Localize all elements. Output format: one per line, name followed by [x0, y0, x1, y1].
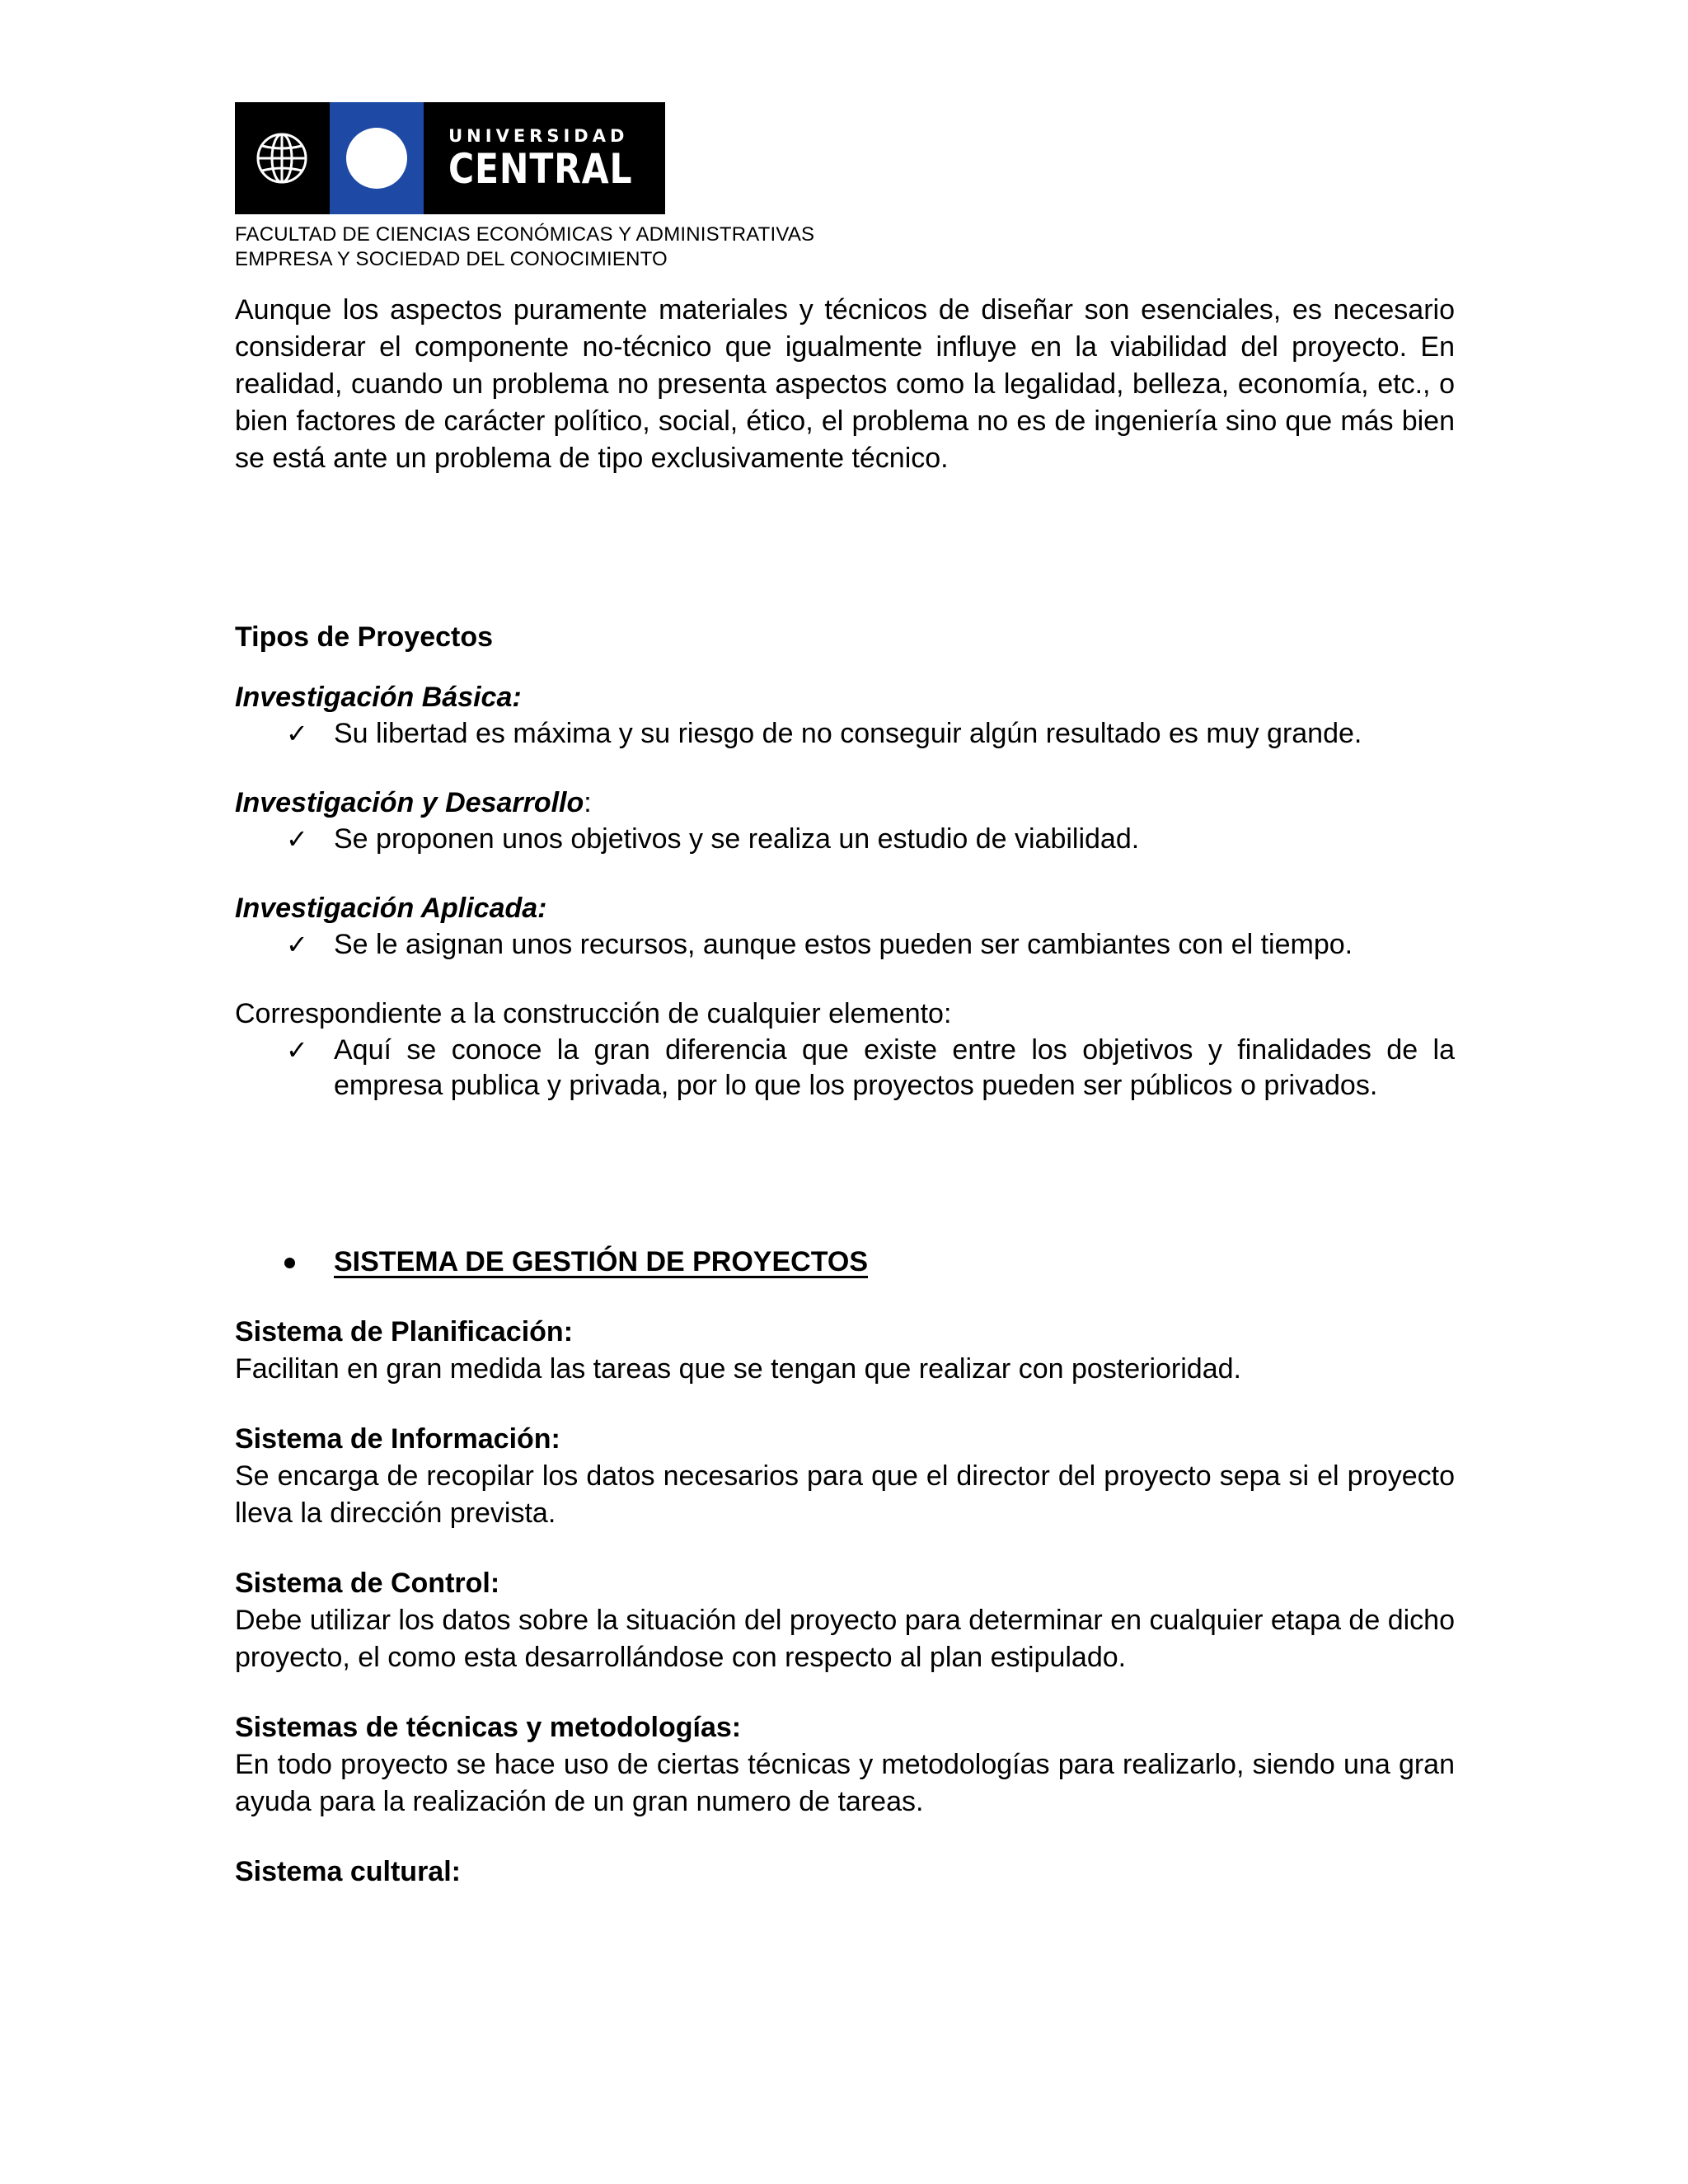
list-item: ✓ Aquí se conoce la gran diferencia que existe entre los objetivos y finalidades de la empresa publica y privada, por lo que los proyectos pueden ser públicos o privados.: [286, 1034, 1455, 1101]
section-heading: Sistemas de técnicas y metodologías:: [235, 1712, 742, 1743]
construccion-heading: Correspondiente a la construcción de cualquier elemento:: [235, 998, 952, 1029]
faculty-name: FACULTAD DE CIENCIAS ECONÓMICAS Y ADMINISTRATIVAS: [235, 223, 815, 246]
tipo-desarrollo: [235, 785, 1455, 857]
document-page: [235, 102, 1455, 1891]
list-item: ✓ Se le asignan unos recursos, aunque estos pueden ser cambiantes con el tiempo.: [235, 927, 1455, 963]
tipo-heading: Investigación Básica:: [235, 682, 522, 713]
tipo-aplicada: [235, 890, 1455, 963]
sistema-planificacion: [235, 1314, 1455, 1388]
sistema-informacion: [235, 1421, 1455, 1532]
university-logo: [235, 102, 665, 214]
check-icon: ✓: [286, 1034, 308, 1066]
section-text: Facilitan en gran medida las tareas que se tengan que realizar con posterioridad.: [235, 1353, 1241, 1385]
sistema-title: SISTEMA DE GESTIÓN DE PROYECTOS: [235, 1244, 1455, 1281]
sistema-tecnicas: [235, 1709, 1455, 1821]
check-icon: ✓: [286, 823, 308, 855]
check-icon: ✓: [286, 718, 308, 749]
tipo-heading: Investigación y Desarrollo:: [235, 787, 592, 818]
section-heading: Sistema de Planificación:: [235, 1316, 574, 1347]
bullet-icon: [284, 1258, 295, 1268]
logo-line-2: CENTRAL: [448, 144, 633, 193]
tipo-construccion: [235, 996, 1455, 1104]
intro-paragraph: Aunque los aspectos puramente materiales y técnicos de diseñar son esenciales, es necesario considerar el componente no-técnico que igualmente influye en la viabilidad del proyecto. En realidad, cuando un problema no presenta aspectos como la legalidad, belleza, economía, etc., o bien factores de carácter político, social, ético, el problema no es de ingeniería sino que más bien se está ante un problema de tipo exclusivamente técnico.: [235, 294, 1455, 474]
section-heading: Sistema cultural:: [235, 1856, 461, 1887]
course-name: EMPRESA Y SOCIEDAD DEL CONOCIMIENTO: [235, 248, 668, 270]
sistema-cultural: [235, 1854, 1455, 1891]
section-text: En todo proyecto se hace uso de ciertas técnicas y metodologías para realizarlo, siendo una gran ayuda para la realización de un gran numero de tareas.: [235, 1749, 1455, 1817]
sistema-control: [235, 1565, 1455, 1676]
section-heading: Sistema de Información:: [235, 1423, 560, 1455]
section-text: Se encarga de recopilar los datos necesarios para que el director del proyecto sepa si el proyecto lleva la dirección prevista.: [235, 1460, 1455, 1529]
list-item: ✓ Se proponen unos objetivos y se realiza un estudio de viabilidad.: [235, 822, 1455, 857]
logo-wordmark: [424, 102, 665, 214]
logo-line-1: UNIVERSIDAD: [448, 125, 629, 146]
check-icon: ✓: [286, 929, 308, 960]
globe-icon: [235, 102, 330, 214]
section-heading: Sistema de Control:: [235, 1568, 500, 1599]
list-item: ✓ Su libertad es máxima y su riesgo de no conseguir algún resultado es muy grande.: [235, 716, 1455, 752]
tipo-heading: Investigación Aplicada:: [235, 893, 547, 924]
logo-blue-block: [330, 102, 424, 214]
document-header: [235, 223, 1455, 272]
logo-circle-icon: [346, 128, 407, 189]
section-text: Debe utilizar los datos sobre la situación del proyecto para determinar en cualquier etapa de dicho proyecto, el como esta desarrollándose con respecto al plan estipulado.: [235, 1605, 1455, 1673]
tipos-title: Tipos de Proyectos: [235, 621, 494, 653]
tipo-basica: [235, 679, 1455, 752]
